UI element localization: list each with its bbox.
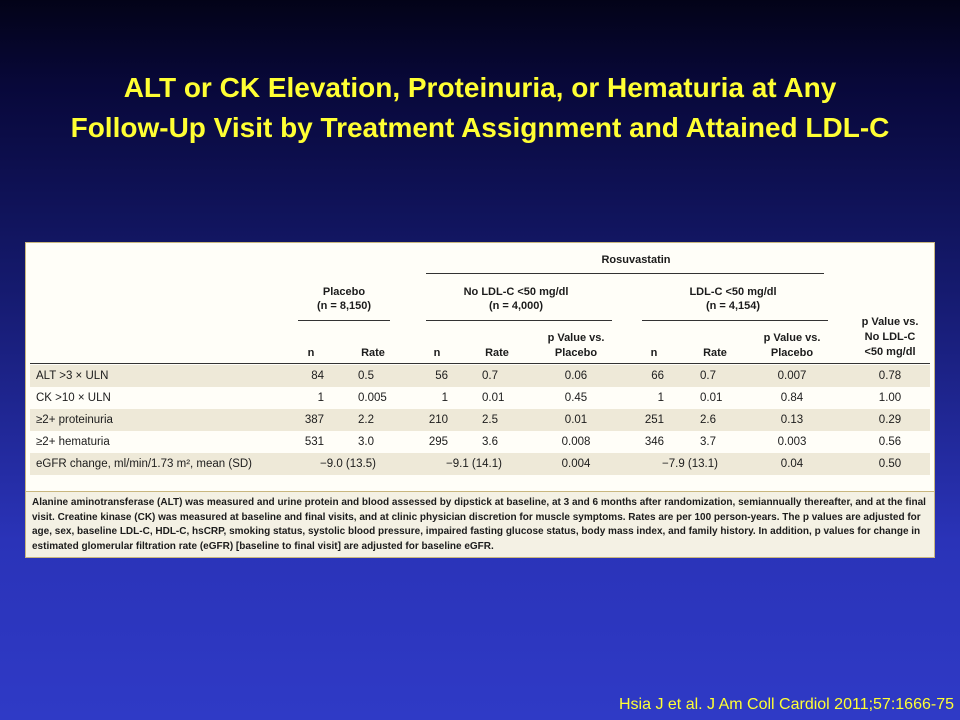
- noldl-rule: [426, 320, 612, 321]
- ldl-n: 346: [644, 436, 664, 448]
- p-noldl: 0.78: [878, 370, 902, 382]
- placebo-n: 84: [311, 370, 324, 382]
- noldl-header-line-2: (n = 4,000): [488, 300, 544, 312]
- p-noldl: 0.29: [878, 414, 902, 426]
- ldl-egfr: −7.9 (13.1): [662, 458, 718, 470]
- placebo-rate: 0.005: [358, 392, 387, 404]
- noldl-p: 0.06: [564, 370, 588, 382]
- table-footnote: Alanine aminotransferase (ALT) was measured and urine protein and blood assessed by dipstick at baseline, at 3 and 6 months after randomization, semiannually thereafter, and at the final visit. Creatine kinase (CK) was measured at baseline and final visits, and at clinic physician discretion for muscle symptoms. Rates are per 100 person-years. The p values are adjusted for age, sex, baseline LDL-C, HDL-C, hsCRP, smoking status, systolic blood pressure, impaired fasting glucose status, body mass index, and family history. In addition, p values for change in estimated glomerular filtration rate (eGFR) [baseline to final visit] are adjusted for baseline eGFR.: [26, 491, 934, 557]
- ldl-rate: 3.7: [700, 436, 716, 448]
- pvs-noldl-header-line-3: <50 mg/dl: [864, 346, 916, 358]
- rosuvastatin-rule: [426, 273, 824, 274]
- noldl-egfr: −9.1 (14.1): [446, 458, 502, 470]
- row-label: CK >10 × ULN: [36, 392, 111, 404]
- col-noldl-pvs-line-2: Placebo: [554, 347, 598, 359]
- noldl-rate: 0.01: [482, 392, 505, 404]
- col-ldl-n: n: [650, 347, 658, 359]
- placebo-n: 1: [317, 392, 324, 404]
- noldl-n: 210: [428, 414, 448, 426]
- row-label: ≥2+ hematuria: [36, 436, 110, 448]
- header-bottom-rule: [30, 363, 930, 364]
- col-ldl-rate: Rate: [703, 347, 727, 359]
- col-noldl-rate: Rate: [485, 347, 509, 359]
- slide-title-line-2: Follow-Up Visit by Treatment Assignment and Attained LDL-C: [70, 112, 890, 143]
- ldl-p: 0.003: [777, 436, 807, 448]
- placebo-header-line-1: Placebo: [322, 286, 366, 298]
- placebo-rate: 3.0: [358, 436, 374, 448]
- group-header-rosuvastatin: Rosuvastatin: [601, 254, 671, 266]
- placebo-rate: 2.2: [358, 414, 374, 426]
- ldl-rate: 0.7: [700, 370, 716, 382]
- noldl-rate: 2.5: [482, 414, 498, 426]
- placebo-egfr: −9.0 (13.5): [320, 458, 376, 470]
- ldl-p: 0.13: [780, 414, 804, 426]
- placebo-rate: 0.5: [358, 370, 374, 382]
- placebo-header-line-2: (n = 8,150): [316, 300, 372, 312]
- ldl-n: 1: [657, 392, 664, 404]
- ldl-header-line-1: LDL-C <50 mg/dl: [689, 286, 777, 298]
- placebo-rule: [298, 320, 390, 321]
- table-row: [30, 387, 930, 409]
- col-noldl-pvs-line-1: p Value vs.: [547, 332, 605, 344]
- pvs-noldl-header-line-2: No LDL-C: [864, 331, 916, 343]
- ldl-p: 0.84: [780, 392, 804, 404]
- p-noldl: 0.56: [878, 436, 902, 448]
- slide-title: [0, 68, 960, 148]
- col-placebo-rate: Rate: [361, 347, 385, 359]
- noldl-header-line-1: No LDL-C <50 mg/dl: [463, 286, 569, 298]
- placebo-n: 531: [304, 436, 324, 448]
- p-noldl: 1.00: [878, 392, 902, 404]
- slide-title-line-1: ALT or CK Elevation, Proteinuria, or Hematuria at Any: [123, 72, 837, 103]
- citation: Hsia J et al. J Am Coll Cardiol 2011;57:1666-75: [619, 696, 954, 713]
- col-ldl-pvs-line-2: Placebo: [770, 347, 814, 359]
- placebo-n: 387: [304, 414, 324, 426]
- ldl-header-line-2: (n = 4,154): [705, 300, 761, 312]
- row-label: ≥2+ proteinuria: [36, 414, 113, 426]
- ldl-n: 251: [644, 414, 664, 426]
- ldl-rate: 2.6: [700, 414, 716, 426]
- noldl-egfr-p: 0.004: [561, 458, 591, 470]
- col-noldl-n: n: [433, 347, 441, 359]
- noldl-n: 295: [428, 436, 448, 448]
- table-row: [30, 431, 930, 453]
- row-label: eGFR change, ml/min/1.73 m², mean (SD): [36, 458, 253, 470]
- table-row-egfr: [30, 453, 930, 475]
- table-row: [30, 365, 930, 387]
- noldl-rate: 0.7: [482, 370, 498, 382]
- pvs-noldl-header-line-1: p Value vs.: [861, 316, 919, 328]
- ldl-n: 66: [651, 370, 664, 382]
- noldl-rate: 3.6: [482, 436, 498, 448]
- noldl-n: 56: [435, 370, 448, 382]
- noldl-p: 0.008: [561, 436, 591, 448]
- noldl-p: 0.01: [564, 414, 588, 426]
- noldl-p: 0.45: [564, 392, 588, 404]
- ldl-rule: [642, 320, 828, 321]
- ldl-rate: 0.01: [700, 392, 723, 404]
- ldl-p: 0.007: [777, 370, 807, 382]
- p-noldl-egfr: 0.50: [878, 458, 902, 470]
- col-placebo-n: n: [307, 347, 315, 359]
- row-label: ALT >3 × ULN: [36, 370, 109, 382]
- data-table: [25, 242, 935, 558]
- table-row: [30, 409, 930, 431]
- noldl-n: 1: [441, 392, 448, 404]
- col-ldl-pvs-line-1: p Value vs.: [763, 332, 821, 344]
- ldl-egfr-p: 0.04: [780, 458, 804, 470]
